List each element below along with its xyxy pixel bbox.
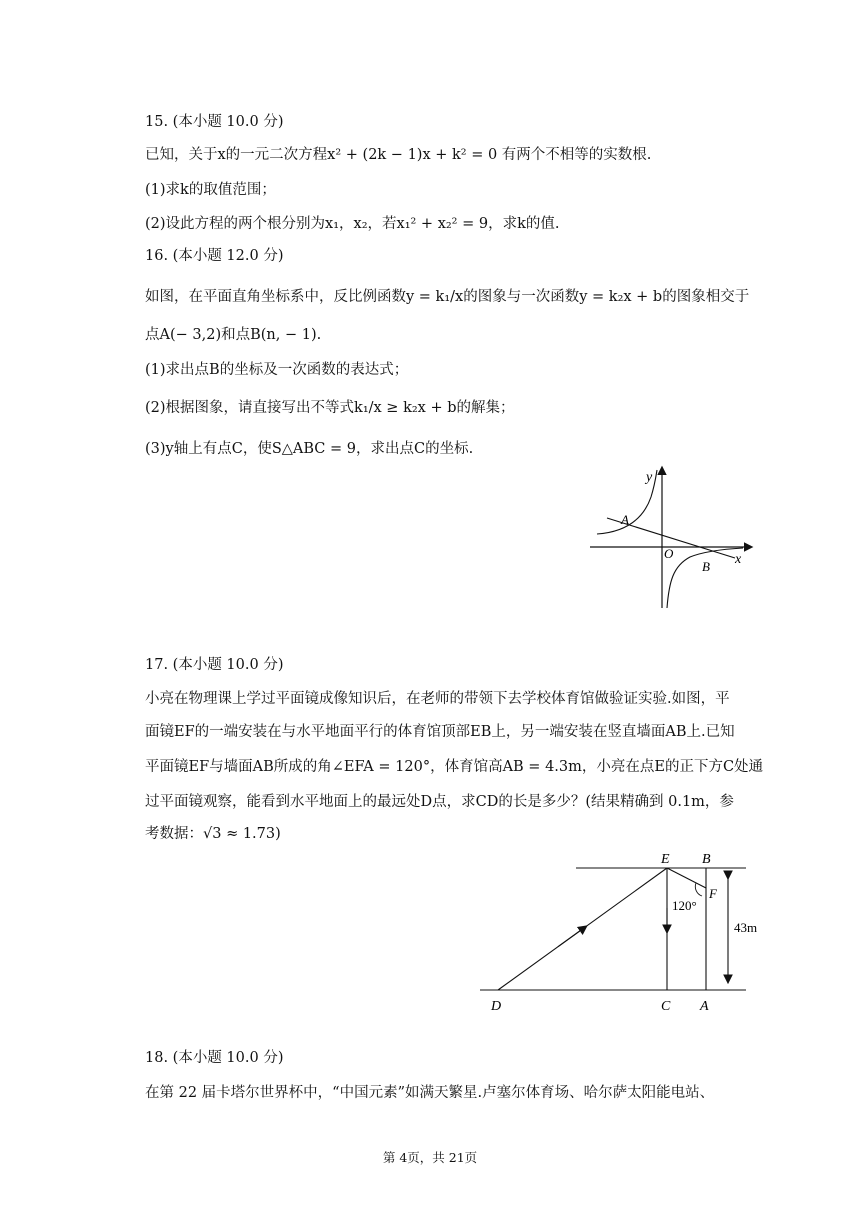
label-x: x <box>735 552 742 567</box>
q17-line2: 面镜EF的一端安装在与水平地面平行的体育馆顶部EB上，另一端安装在竖直墙面AB上.已知 <box>145 724 735 740</box>
q17-line5: 考数据：√3 ≈ 1.73) <box>145 826 281 842</box>
q16-stem-line2: 点A(− 3,2)和点B(n, − 1). <box>145 327 322 343</box>
mirror-ef <box>667 868 706 888</box>
label-c: C <box>661 999 671 1014</box>
label-origin: O <box>664 546 674 561</box>
q17-line4: 过平面镜观察，能看到水平地面上的最远处D点，求CD的长是多少？(结果精确到 0.1m，参 <box>145 794 734 810</box>
label-angle: 120° <box>672 898 697 913</box>
label-d: D <box>491 999 502 1014</box>
q15-part2: (2)设此方程的两个根分别为x₁，x₂，若x₁² + x₂² = 9，求k的值. <box>145 216 560 232</box>
q16-stem-line1: 如图，在平面直角坐标系中，反比例函数y = k₁/x的图象与一次函数y = k₂x + b的图象相交于 <box>145 289 750 305</box>
label-point-a: A <box>621 512 629 527</box>
label-point-b: B <box>702 559 710 574</box>
q16-part3: (3)y轴上有点C，使S△ABC = 9，求出点C的坐标. <box>145 441 474 457</box>
q18-header: 18. (本小题 10.0 分) <box>145 1050 284 1066</box>
de-arrow <box>558 927 586 947</box>
q17-line3: 平面镜EF与墙面AB所成的角∠EFA = 120°，体育馆高AB = 4.3m，小亮在点E的正下方C处通 <box>145 759 764 775</box>
q16-part2: (2)根据图象，请直接写出不等式k₁/x ≥ k₂x + b的解集； <box>145 400 515 416</box>
q16-header: 16. (本小题 12.0 分) <box>145 248 284 264</box>
q17-mirror-figure <box>478 848 778 1016</box>
q17-header: 17. (本小题 10.0 分) <box>145 657 284 673</box>
label-f: F <box>709 886 717 901</box>
label-b: B <box>702 852 711 867</box>
q16-coordinate-figure <box>585 462 760 612</box>
q16-part1: (1)求出点B的坐标及一次函数的表达式； <box>145 362 409 378</box>
q18-line1: 在第 22 届卡塔尔世界杯中，“中国元素”如满天繁星.卢塞尔体育场、哈尔萨太阳能电站、 <box>145 1085 715 1101</box>
q15-part1: (1)求k的取值范围； <box>145 182 276 198</box>
q15-header: 15. (本小题 10.0 分) <box>145 114 284 130</box>
q17-line1: 小亮在物理课上学过平面镜成像知识后，在老师的带领下去学校体育馆做验证实验.如图，平 <box>145 691 730 707</box>
page-footer: 第 4页，共 21页 <box>382 1150 478 1165</box>
label-a: A <box>700 999 709 1014</box>
label-e: E <box>661 852 670 867</box>
q15-stem: 已知，关于x的一元二次方程x² + (2k − 1)x + k² = 0 有两个不相等的实数根. <box>145 147 652 163</box>
label-height: 43m <box>734 920 758 935</box>
label-y: y <box>646 470 653 485</box>
